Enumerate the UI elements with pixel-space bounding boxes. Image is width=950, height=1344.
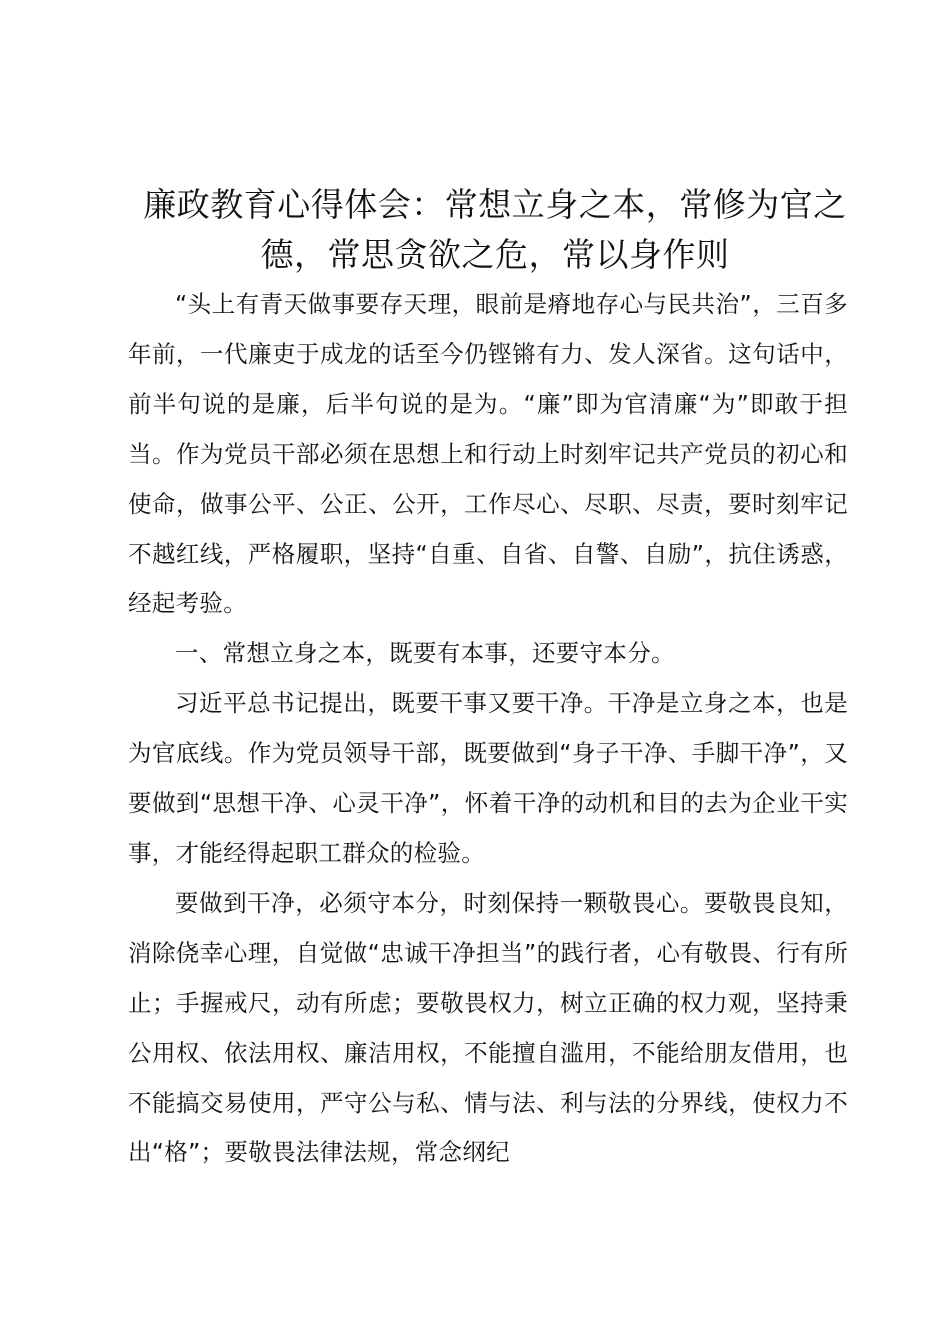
section-heading-1: 一、常想立身之本，既要有本事，还要守本分。	[175, 639, 675, 668]
paragraph-intro: “头上有青天做事要存天理，眼前是瘠地存心与民共治”，三百多年前，一代廉吏于成龙的话至今仍铿锵有力、发人深省。这句话中，前半句说的是廉，后半句说的是为。“廉”即为官清廉“为”即敢于担当。作为党员干部必须在思想上和行动上时刻牢记共产党员的初心和使命，做事公平、公正、公开，工作尽心、尽职、尽责，要时刻牢记不越红线，严格履职，坚持“自重、自省、自警、自励”，抗住诱惑，经起考验。	[128, 290, 848, 618]
document-title: 廉政教育心得体会：常想立身之本，常修为官之德，常思贪欲之危，常以身作则	[143, 185, 847, 274]
paragraph-clean: 习近平总书记提出，既要干事又要干净。干净是立身之本，也是为官底线。作为党员领导干部，既要做到“身子干净、手脚干净”，又要做到“思想干净、心灵干净”，怀着干净的动机和目的去为企业干实事，才能经得起职工群众的检验。	[128, 689, 848, 867]
paragraph-reverence: 要做到干净，必须守本分，时刻保持一颗敬畏心。要敬畏良知，消除侥幸心理，自觉做“忠诚干净担当”的践行者，心有敬畏、行有所止；手握戒尺，动有所虑；要敬畏权力，树立正确的权力观，坚持秉公用权、依法用权、廉洁用权，不能擅自滥用，不能给朋友借用，也不能搞交易使用，严守公与私、情与法、利与法的分界线，使权力不出“格”；要敬畏法律法规，常念纲纪	[128, 888, 848, 1167]
document-body	[128, 280, 848, 1178]
